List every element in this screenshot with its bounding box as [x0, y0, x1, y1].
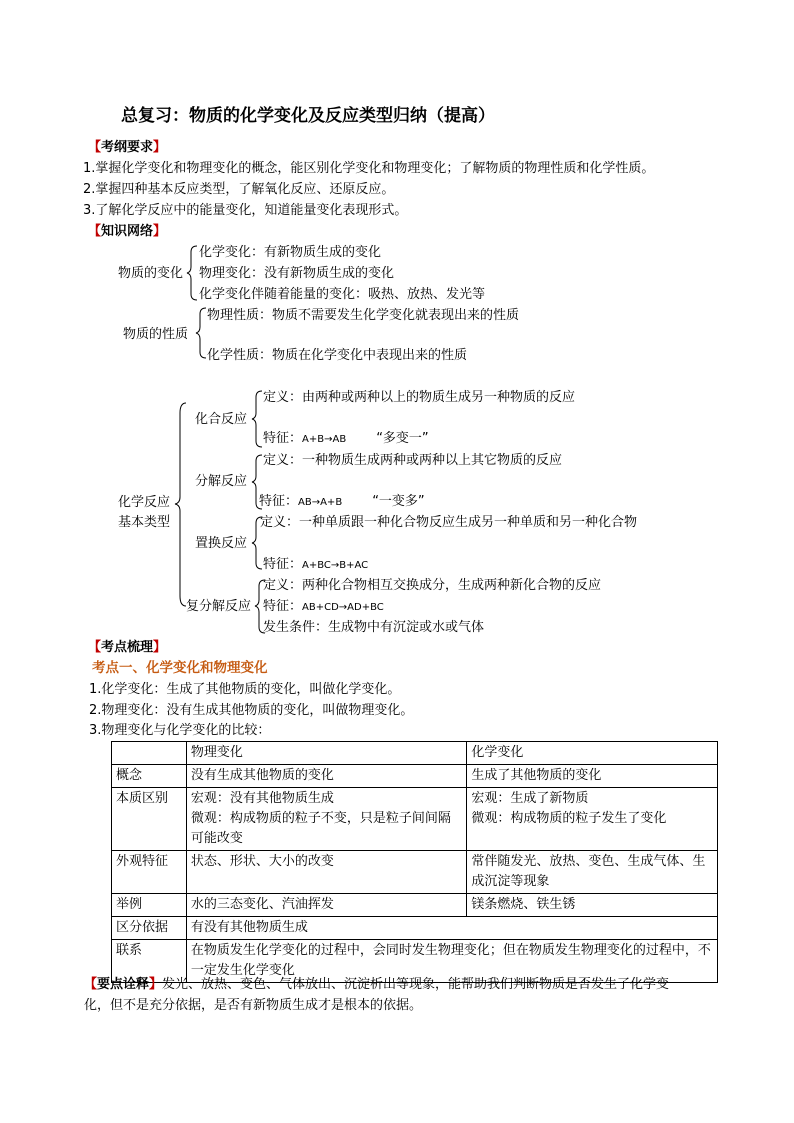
row-label: 举例 [112, 894, 187, 917]
table-row [112, 851, 718, 894]
table-cell: 镁条燃烧、铁生锈 [467, 894, 718, 917]
knowledge-heading-text: 知识网络 [101, 224, 154, 239]
feature-prefix: 特征： [263, 557, 303, 572]
table-cell [467, 788, 718, 851]
table-row [112, 917, 718, 940]
table-cell: 生成了其他物质的变化 [467, 765, 718, 788]
key-note-heading-text: 要点诠释 [97, 977, 150, 992]
section-heading-points: 【考点梳理】 [88, 640, 167, 655]
key-note-text-cont: 化，但不是充分依据，是否有新物质生成才是根本的依据。 [84, 998, 423, 1013]
requirement-item: 3.了解化学反应中的能量变化，知道能量变化表现形式。 [83, 203, 408, 218]
combination-label: 化合反应 [195, 412, 248, 427]
combination-definition: 定义：由两种或两种以上的物质生成另一种物质的反应 [263, 390, 576, 405]
cell-line: 微观：构成物质的粒子不变，只是粒子间间隔可能改变 [190, 811, 451, 846]
network-property-label: 物质的性质 [123, 327, 189, 342]
row-label: 概念 [112, 765, 187, 788]
displacement-label: 置换反应 [195, 536, 248, 551]
table-row [112, 894, 718, 917]
displacement-definition: 定义：一种单质跟一种化合物反应生成另一种单质和另一种化合物 [260, 515, 638, 530]
row-label: 外观特征 [112, 851, 187, 894]
points-heading-text: 考点梳理 [101, 640, 154, 655]
table-cell: 没有生成其他物质的变化 [186, 765, 467, 788]
combination-equation: A+B→AB [302, 434, 347, 445]
key-note-line [84, 977, 669, 993]
page-title: 总复习：物质的化学变化及反应类型归纳（提高） [121, 106, 495, 126]
network-reaction-label-line1: 化学反应 [118, 495, 171, 510]
table-cell: 常伴随发光、放热、变色、生成气体、生成沉淀等现象 [467, 851, 718, 894]
row-label: 本质区别 [112, 788, 187, 851]
point1-line: 1.化学变化：生成了其他物质的变化，叫做化学变化。 [89, 682, 401, 697]
double-decomposition-feature [263, 599, 384, 615]
key-note-text: 发光、放热、变色、气体放出、沉淀析出等现象，能帮助我们判断物质是否发生了化学变 [162, 977, 670, 992]
cell-line: 微观：构成物质的粒子发生了变化 [471, 811, 667, 826]
point1-line: 3.物理变化与化学变化的比较： [89, 723, 271, 738]
table-row [112, 765, 718, 788]
point1-heading: 考点一、化学变化和物理变化 [92, 660, 268, 676]
section-heading-knowledge: 【知识网络】 [88, 224, 167, 239]
point1-line: 2.物理变化：没有生成其他物质的变化，叫做物理变化。 [89, 703, 414, 718]
decomposition-feature [259, 494, 425, 510]
feature-prefix: 特征： [259, 494, 299, 509]
table-header-cell: 物理变化 [186, 742, 467, 765]
requirement-item: 1.掌握化学变化和物理变化的概念，能区别化学变化和物理变化；了解物质的物理性质和化学性质。 [83, 161, 655, 176]
network-reaction-label-line2: 基本类型 [118, 515, 171, 530]
decomposition-label: 分解反应 [195, 474, 248, 489]
cell-line: 宏观：没有其他物质生成 [190, 791, 334, 806]
comparison-table [111, 741, 718, 983]
row-label: 区分依据 [112, 917, 187, 940]
network-property-item: 物理性质：物质不需要发生化学变化就表现出来的性质 [207, 308, 520, 323]
displacement-equation: A+BC→B+AC [302, 560, 369, 571]
feature-prefix: 特征： [263, 431, 303, 446]
network-change-item: 物理变化：没有新物质生成的变化 [199, 266, 395, 281]
table-cell [186, 788, 467, 851]
network-property-item: 化学性质：物质在化学变化中表现出来的性质 [207, 348, 468, 363]
network-change-item: 化学变化伴随着能量的变化：吸热、放热、发光等 [199, 287, 486, 302]
combination-summary: “多变一” [376, 431, 429, 446]
table-cell: 有没有其他物质生成 [186, 917, 717, 940]
table-header-cell [112, 742, 187, 765]
row-label: 联系 [112, 940, 187, 983]
double-decomposition-condition: 发生条件：生成物中有沉淀或水或气体 [263, 620, 485, 635]
table-row [112, 788, 718, 851]
table-header-row [112, 742, 718, 765]
decomposition-equation: AB→A+B [298, 497, 343, 508]
double-decomposition-equation: AB+CD→AD+BC [302, 602, 384, 613]
network-change-item: 化学变化：有新物质生成的变化 [199, 245, 382, 260]
table-header-cell: 化学变化 [467, 742, 718, 765]
key-note-heading: 【要点诠释】 [84, 977, 163, 992]
combination-feature [263, 431, 429, 447]
displacement-feature [263, 557, 368, 573]
table-cell: 水的三态变化、汽油挥发 [186, 894, 467, 917]
double-decomposition-label: 复分解反应 [186, 599, 252, 614]
decomposition-definition: 定义：一种物质生成两种或两种以上其它物质的反应 [263, 453, 563, 468]
table-cell: 在物质发生化学变化的过程中，会同时发生物理变化；但在物质发生物理变化的过程中，不一定发生化学变化 [186, 940, 717, 983]
network-change-label: 物质的变化 [118, 266, 184, 281]
cell-line: 宏观：生成了新物质 [471, 791, 589, 806]
requirements-heading-text: 考纲要求 [101, 140, 154, 155]
requirement-item: 2.掌握四种基本反应类型，了解氧化反应、还原反应。 [83, 182, 395, 197]
section-heading-requirements: 【考纲要求】 [88, 140, 167, 155]
double-decomposition-definition: 定义：两种化合物相互交换成分，生成两种新化合物的反应 [263, 578, 602, 593]
feature-prefix: 特征： [263, 599, 303, 614]
decomposition-summary: “一变多” [372, 494, 425, 509]
table-cell: 状态、形状、大小的改变 [186, 851, 467, 894]
